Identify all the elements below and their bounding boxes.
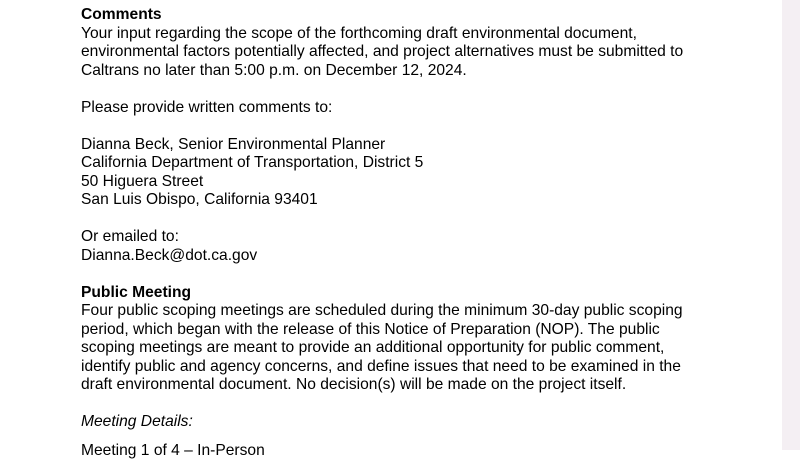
spacer bbox=[81, 80, 771, 99]
spacer bbox=[81, 432, 771, 442]
paragraph-line: period, which began with the release of this Notice of Preparation (NOP). The public bbox=[81, 321, 771, 340]
address-line: San Luis Obispo, California 93401 bbox=[81, 191, 771, 210]
email-block bbox=[81, 228, 771, 265]
meeting-line: Meeting 1 of 4 – In-Person bbox=[81, 442, 771, 460]
provide-comments-text: Please provide written comments to: bbox=[81, 99, 771, 118]
address-line: 50 Higuera Street bbox=[81, 173, 771, 192]
paragraph-line: draft environmental document. No decision(s) will be made on the project itself. bbox=[81, 376, 771, 395]
address-line: Dianna Beck, Senior Environmental Planner bbox=[81, 136, 771, 155]
mailing-address bbox=[81, 136, 771, 210]
spacer bbox=[81, 395, 771, 414]
address-line: California Department of Transportation, District 5 bbox=[81, 154, 771, 173]
right-gutter bbox=[782, 0, 800, 450]
public-meeting-heading: Public Meeting bbox=[81, 284, 771, 303]
meeting-details-label: Meeting Details: bbox=[81, 413, 771, 432]
paragraph-line: scoping meetings are meant to provide an additional opportunity for public comment, bbox=[81, 339, 771, 358]
emailed-label: Or emailed to: bbox=[81, 228, 771, 247]
spacer bbox=[81, 117, 771, 136]
paragraph-line: environmental factors potentially affected, and project alternatives must be submitted to bbox=[81, 43, 771, 62]
comments-deadline-paragraph bbox=[81, 25, 771, 81]
paragraph-line: Your input regarding the scope of the forthcoming draft environmental document, bbox=[81, 25, 771, 44]
spacer bbox=[81, 265, 771, 284]
spacer bbox=[81, 210, 771, 229]
paragraph-line: Four public scoping meetings are scheduled during the minimum 30-day public scoping bbox=[81, 302, 771, 321]
public-meeting-paragraph bbox=[81, 302, 771, 395]
email-address: Dianna.Beck@dot.ca.gov bbox=[81, 247, 771, 266]
document-content bbox=[81, 6, 771, 460]
paragraph-line: identify public and agency concerns, and define issues that need to be examined in the bbox=[81, 358, 771, 377]
paragraph-line: Caltrans no later than 5:00 p.m. on December 12, 2024. bbox=[81, 62, 771, 81]
comments-heading: Comments bbox=[81, 6, 771, 25]
